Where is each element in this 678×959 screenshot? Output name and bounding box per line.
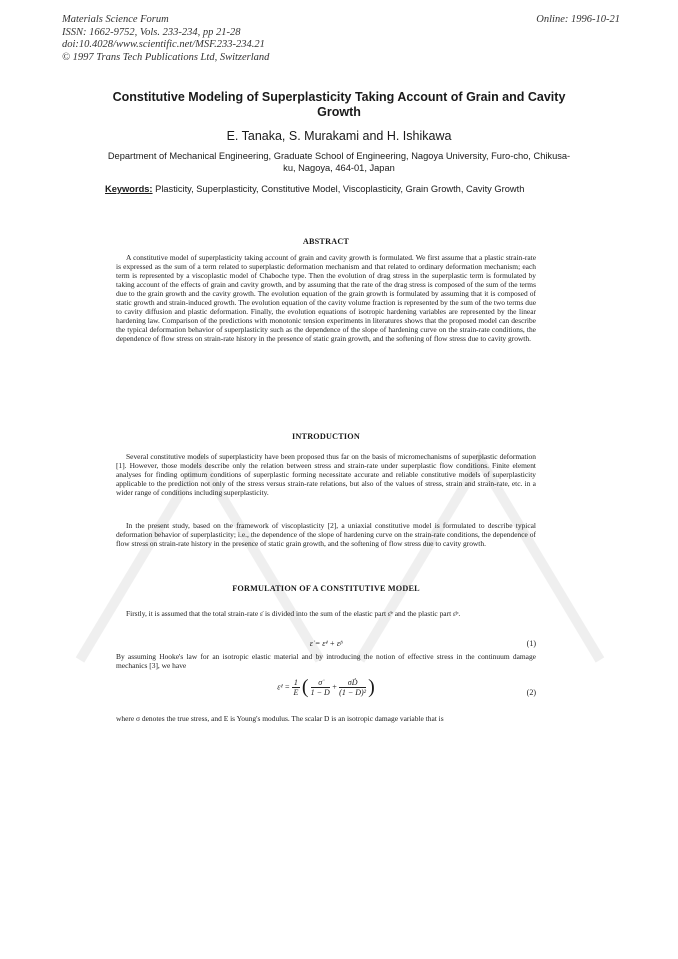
equation-2-coefficient <box>292 678 300 697</box>
equation-2-plus: + <box>331 682 338 692</box>
term-1-numerator: σ̇ <box>311 678 330 688</box>
journal-name: Materials Science Forum <box>62 14 169 25</box>
keywords-block <box>105 184 552 196</box>
equation-1-body: ε̇ = ε̇ᵉ + ε̇ᵖ <box>309 639 343 648</box>
equation-2-term-2 <box>339 678 366 697</box>
term-2-numerator: σḊ <box>339 678 366 688</box>
doi-line: doi:10.4028/www.scientific.net/MSF.233-234.21 <box>62 39 265 50</box>
paper-authors: E. Tanaka, S. Murakami and H. Ishikawa <box>226 129 452 143</box>
equation-2-one: 1 <box>293 678 298 687</box>
equation-1-number: (1) <box>526 639 536 648</box>
keywords-label: Keywords: <box>105 184 153 194</box>
introduction-paragraph-2: In the present study, based on the framework of viscoplasticity [2], a uniaxial constitutive model is formulated to describe typical deformation behavior of superplasticity; i.e., the dependence of the slope of hardening curve on the strain-rate conditions, the dependence of flow stress on strain-rate history in the presence of static grain growth, and the softening of flow stress due to cavity growth. <box>116 521 536 548</box>
paper-title: Constitutive Modeling of Superplasticity Taking Account of Grain and Cavity Growth <box>112 90 566 119</box>
equation-2-lhs: ε̇ᵉ = <box>277 682 290 692</box>
term-1-denominator: 1 − D <box>310 688 330 697</box>
equation-2-number: (2) <box>526 688 536 697</box>
equation-2 <box>116 676 536 708</box>
close-paren: ) <box>368 676 375 698</box>
author-affiliation: Department of Mechanical Engineering, Graduate School of Engineering, Nagoya University, Furo-cho, Chikusa-ku, Nagoya, 464-01, Japan <box>107 151 571 173</box>
introduction-paragraph-1: Several constitutive models of superplasticity have been proposed thus far on the basis of micromechanisms of superplastic deformation [1]. However, those models describe only the relation between stress and strain-rate under superplastic flow conditions. Finite element analyses for finding optimum conditions of superplastic forming necessitate accurate and reliable constitutive models of superplasticity applicable to the prediction not only of the stress versus strain-rate relations, but also of the values of stress, strain and strain-rate, etc. in a wider range of conditions including superplasticity. <box>116 452 536 497</box>
copyright-line: © 1997 Trans Tech Publications Ltd, Switzerland <box>62 51 270 63</box>
formulation-paragraph-3: where σ denotes the true stress, and E is Young's modulus. The scalar D is an isotropic damage variable that is <box>116 714 444 723</box>
equation-2-modulus: E <box>293 688 299 697</box>
abstract-text: A constitutive model of superplasticity taking account of grain and cavity growth is formulated. We first assume that a plastic strain-rate is expressed as the sum of a term related to superplastic deformation mechanism and that related to ordinary deformation mechanism; each term is represented by a viscoplastic model of Chaboche type. Then the evolution of drag stress in the superplastic term is formulated by taking account of the effects of grain and cavity growth, and by assuming that the rate of the drag stress is composed of the sum of the terms due to the grain growth and the cavity growth. The evolution equation of the grain growth is formulated by assuming that it is composed of static growth and strain-induced growth. The evolution equation of the cavity volume fraction is represented by the sum of the two terms due to cavity diffusion and plastic deformation. Finally, the evolution equations of isotropic hardening variables are represented by the linear hardening law. Comparison of the predictions with monotonic tension experiments in literatures shows that the proposed model can describe the typical deformation behavior of superplasticity such as the dependence of the slope of hardening curve on the strain-rate conditions, the dependence of flow stress on strain-rate history in the presence of static grain growth, and the softening of flow stress due to cavity growth. <box>116 253 536 343</box>
formulation-paragraph-2: By assuming Hooke's law for an isotropic elastic material and by introducing the notion of effective stress in the continuum damage mechanics [3], we have <box>116 652 536 670</box>
formulation-paragraph-1: Firstly, it is assumed that the total strain-rate ε̇ is divided into the sum of the elastic part ε̇ᵉ and the plastic part ε̇ᵖ. <box>126 609 461 618</box>
journal-header <box>62 14 620 64</box>
introduction-heading: INTRODUCTION <box>292 432 360 441</box>
online-date: Online: 1996-10-21 <box>536 14 620 25</box>
issn-line: ISSN: 1662-9752, Vols. 233-234, pp 21-28 <box>62 26 241 38</box>
open-paren: ( <box>301 676 309 698</box>
keywords-text: Plasticity, Superplasticity, Constitutive Model, Viscoplasticity, Grain Growth, Cavity Growth <box>155 184 525 194</box>
term-2-denominator: (1 − D)² <box>339 688 367 697</box>
abstract-heading: ABSTRACT <box>302 237 350 246</box>
equation-2-term-1 <box>311 678 330 697</box>
formulation-heading: FORMULATION OF A CONSTITUTIVE MODEL <box>232 584 420 593</box>
equation-2-body <box>116 676 536 699</box>
